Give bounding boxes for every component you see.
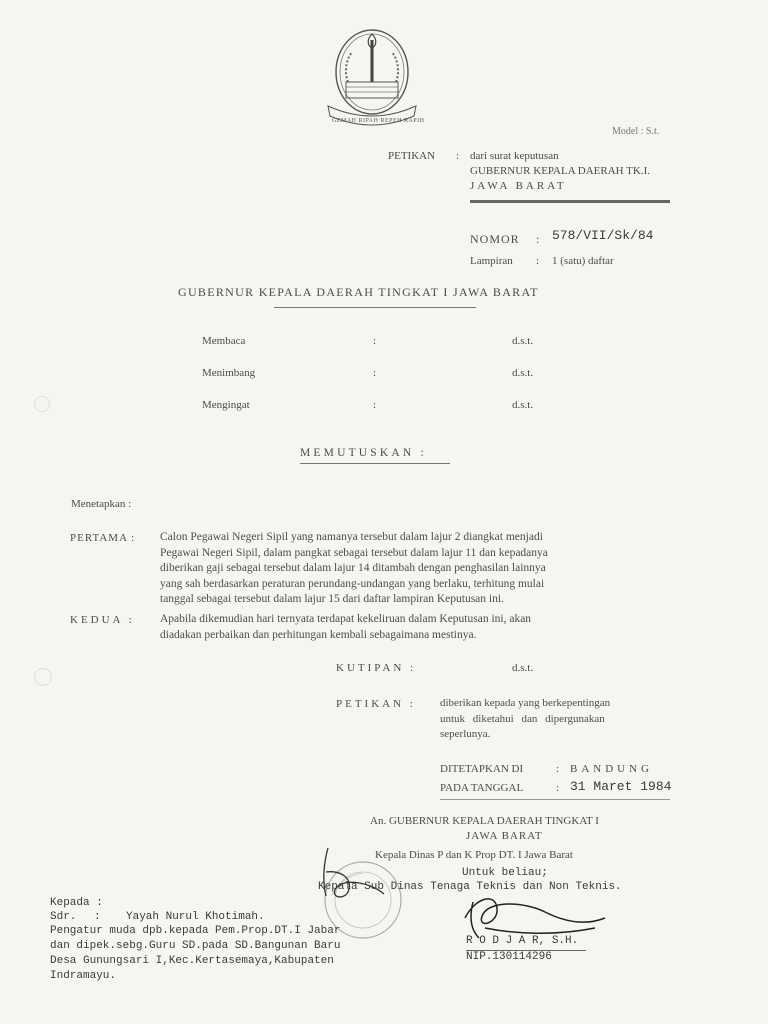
nomor-colon: :: [536, 232, 540, 246]
petikan2-line: seperlunya.: [440, 728, 491, 740]
ditetapkan-label: DITETAPKAN DI: [440, 763, 524, 775]
handwritten-signature-left: [300, 842, 420, 922]
tanggal-colon: :: [556, 782, 560, 794]
header-divider: [470, 200, 670, 203]
recipient-line-4: Indramayu.: [50, 970, 117, 982]
pertama-line: Calon Pegawai Negeri Sipil yang namanya tersebut dalam lajur 2 diangkat menjadi: [160, 531, 543, 543]
emblem-ribbon-text: GEMAH RIPAH REPEH RAPIH: [332, 118, 425, 124]
sig-line-4: Untuk beliau;: [462, 867, 548, 879]
pertama-text: [160, 530, 548, 608]
consideration-value: d.s.t.: [512, 399, 534, 411]
kedua-line: Apabila dikemudian hari ternyata terdapat kekeliruan dalam Keputusan ini, akan: [160, 613, 532, 625]
signatory-nip: NIP.130114296: [466, 951, 552, 963]
tanggal-value: 31 Maret 1984: [570, 779, 672, 794]
kedua-line: diadakan perbaikan dan perhitungan kembali sebagaimana mestinya.: [160, 628, 477, 641]
petikan-label: PETIKAN: [388, 150, 436, 162]
consideration-label: Mengingat: [202, 399, 250, 411]
header-line-1: dari surat keputusan: [470, 150, 559, 162]
consideration-colon: :: [373, 335, 377, 347]
pertama-line: tanggal sebagai tersebut dalam lajur 15 dari daftar lampiran Keputusan ini.: [160, 593, 504, 605]
signatory-name: R O D J A R, S.H.: [466, 935, 579, 947]
consideration-value: d.s.t.: [512, 335, 534, 347]
lampiran-colon: :: [536, 255, 540, 267]
consideration-label: Membaca: [202, 335, 246, 347]
pertama-line: Pegawai Negeri Sipil, dalam pangkat sebagai tersebut dalam lajur 11 dan kepadanya: [160, 546, 548, 559]
recipient-name: Yayah Nurul Khotimah.: [126, 911, 265, 923]
recipient-kepada: Kepada :: [50, 897, 103, 909]
kutipan-value: d.s.t.: [512, 662, 534, 674]
petikan2-label: PETIKAN :: [336, 698, 416, 710]
petikan-colon: :: [456, 150, 460, 162]
punch-hole-mark: [34, 396, 50, 412]
kedua-text: [160, 612, 531, 643]
decides-heading: MEMUTUSKAN :: [300, 447, 427, 459]
ditetapkan-value: BANDUNG: [570, 763, 653, 775]
pertama-line: yang sah berdasarkan peraturan perundang-undangan yang berlaku, terhitung mulai: [160, 577, 545, 590]
consideration-label: Menimbang: [202, 367, 256, 379]
petikan2-line: diberikan kepada yang berkepentingan: [440, 697, 611, 709]
sig-line-1: An. GUBERNUR KEPALA DAERAH TINGKAT I: [370, 815, 599, 827]
ditetapkan-colon: :: [556, 763, 560, 775]
tanggal-label: PADA TANGGAL: [440, 782, 524, 794]
consideration-value: d.s.t.: [512, 367, 534, 379]
petikan2-text: [440, 696, 610, 743]
header-line-2: GUBERNUR KEPALA DAERAH TK.I.: [470, 165, 650, 177]
nomor-value: 578/VII/Sk/84: [552, 228, 654, 243]
petikan2-line: untuk diketahui dan dipergunakan: [440, 712, 605, 725]
recipient-line-2: dan dipek.sebg.Guru SD.pada SD.Bangunan Baru: [50, 940, 341, 952]
punch-hole-mark: [34, 668, 52, 686]
consideration-colon: :: [373, 399, 377, 411]
recipient-sdr: Sdr.: [50, 911, 77, 923]
title-underline: [274, 307, 476, 308]
kedua-label: KEDUA :: [70, 614, 135, 626]
decides-underline: [300, 463, 450, 464]
pertama-label: PERTAMA :: [70, 532, 136, 544]
pertama-line: diberikan gaji sebagai tersebut dalam lajur 14 ditambah dengan penghasilan lainnya: [160, 562, 546, 574]
tanggal-underline: [440, 799, 670, 800]
lampiran-value: 1 (satu) daftar: [552, 255, 614, 267]
menetapkan-label: Menetapkan :: [71, 498, 132, 510]
lampiran-label: Lampiran: [470, 255, 513, 267]
sig-line-2: JAWA BARAT: [466, 830, 543, 842]
consideration-colon: :: [373, 367, 377, 379]
sig-line-5: Kepala Sub Dinas Tenaga Teknis dan Non Teknis.: [318, 881, 622, 893]
recipient-line-3: Desa Gunungsari I,Kec.Kertasemaya,Kabupaten: [50, 955, 334, 967]
nomor-label: NOMOR: [470, 232, 520, 246]
document-title: GUBERNUR KEPALA DAERAH TINGKAT I JAWA BARAT: [178, 285, 539, 299]
kutipan-label: KUTIPAN :: [336, 662, 417, 674]
recipient-colon: :: [94, 911, 101, 923]
recipient-line-1: Pengatur muda dpb.kepada Pem.Prop.DT.I Jabar: [50, 925, 341, 937]
model-code: Model : S.t.: [612, 126, 660, 137]
header-line-3: JAWA BARAT: [470, 180, 567, 192]
sig-line-3: Kepala Dinas P dan K Prop DT. I Jawa Barat: [375, 849, 573, 861]
